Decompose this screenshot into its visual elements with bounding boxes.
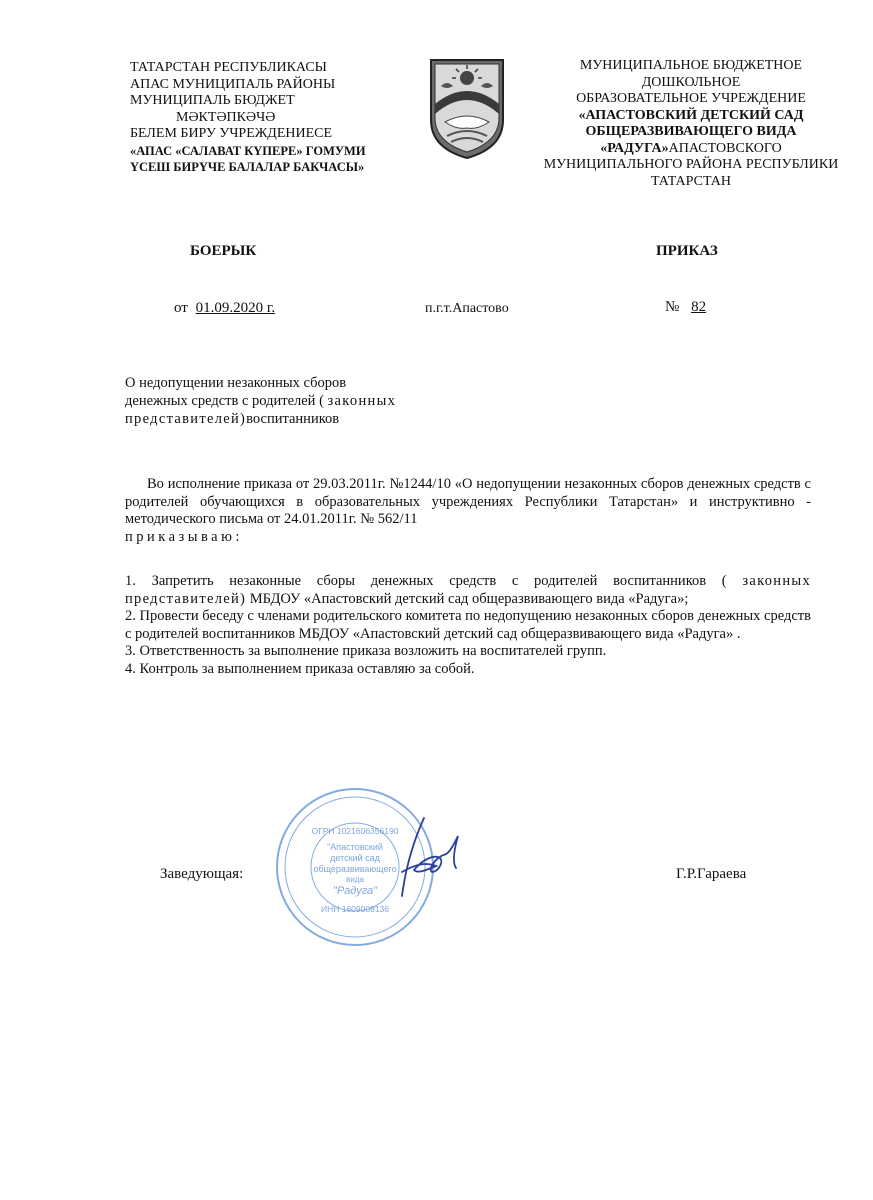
header-right-fragment: АПАСТОВСКОГО	[668, 140, 782, 156]
subject-spaced-fragment: представителей)	[125, 411, 247, 427]
number-value: 82	[691, 299, 707, 315]
item-fragment: 1. Запретить незаконные сборы денежных средств с родителей воспитанников (	[125, 573, 727, 589]
header-right-line: ОБРАЗОВАТЕЛЬНОЕ УЧРЕЖДЕНИЕ	[576, 91, 806, 106]
header-right-mixed-line	[532, 141, 850, 158]
decree-word: приказываю:	[125, 528, 243, 545]
header-left-line: БЕЛЕМ БИРУ УЧРЕЖДЕНИЕСЕ	[130, 126, 333, 141]
item-spaced-fragment: законных представителей)	[125, 573, 811, 607]
order-date	[174, 300, 275, 317]
header-right-bold-line: «АПАСТОВСКИЙ ДЕТСКИЙ САД	[578, 107, 804, 123]
signatory-name: Г.Р.Гараева	[676, 866, 747, 882]
header-left-line: ТАТАРСТАН РЕСПУБЛИКАСЫ	[130, 60, 327, 75]
date-prefix: от	[174, 300, 188, 316]
header-right-line: МУНИЦИПАЛЬНОЕ БЮДЖЕТНОЕ	[579, 58, 803, 73]
stamp-text: "Радуга"	[332, 885, 378, 897]
title-prikaz: ПРИКАЗ	[656, 243, 718, 259]
header-left-tatar	[130, 60, 380, 176]
subject-line	[125, 410, 485, 428]
order-place: п.г.т.Апастово	[425, 301, 509, 316]
number-prefix: №	[665, 299, 680, 315]
title-boeryk: БОЕРЫК	[190, 243, 257, 259]
header-left-bold-line: ҮСЕШ БИРҮЧЕ БАЛАЛАР БАКЧАСЫ»	[130, 160, 365, 174]
stamp-text: "Апастовский	[327, 842, 383, 852]
order-subject	[125, 374, 485, 428]
header-right-line: МУНИЦИПАЛЬНОГО РАЙОНА РЕСПУБЛИКИ	[543, 157, 839, 172]
stamp-text: общеразвивающего	[313, 864, 397, 874]
order-item-3: 3. Ответственность за выполнение приказа возложить на воспитателей групп.	[125, 643, 607, 659]
order-item-4: 4. Контроль за выполнением приказа оставляю за собой.	[125, 660, 475, 677]
order-item-1	[125, 573, 811, 608]
subject-fragment: денежных средств с родителей (	[125, 393, 324, 409]
handwritten-signature	[396, 810, 486, 900]
stamp-text: ИНН 1609008136	[320, 904, 390, 914]
subject-line	[125, 392, 485, 410]
item-fragment: МБДОУ «Апастовский детский сад общеразвивающего вида «Радуга»;	[246, 590, 689, 607]
signatory-title: Заведующая:	[160, 866, 244, 882]
subject-fragment: воспитанников	[246, 411, 340, 427]
header-right-russian	[532, 58, 850, 190]
order-number	[665, 299, 706, 316]
stamp-text: вида	[346, 875, 364, 884]
subject-line: О недопущении незаконных сборов	[125, 375, 347, 391]
order-items	[125, 573, 811, 678]
header-right-bold-fragment: «РАДУГА»	[600, 140, 669, 156]
header-left-line: МӘКТӘПКӘЧӘ	[176, 109, 276, 125]
subject-spaced-fragment: законных	[327, 393, 397, 409]
header-left-line: МУНИЦИПАЛЬ БЮДЖЕТ	[130, 93, 295, 108]
header-right-line: ДОШКОЛЬНОЕ	[641, 74, 741, 90]
header-left-line: АПАС МУНИЦИПАЛЬ РАЙОНЫ	[130, 76, 336, 92]
preamble-text: Во исполнение приказа от 29.03.2011г. №1244/10 «О недопущении незаконных сборов денежных средств с родителей обучающихся в образовательных учреждениях Республики Татарстан» и инструктивно - методического письма от 24.01.2011г. № 562/11	[125, 476, 811, 527]
stamp-text: ОГРН 1021606356190	[311, 826, 399, 836]
header-left-bold-line: «АПАС «САЛАВАТ КҮПЕРЕ» ГОМУМИ	[130, 143, 366, 158]
date-value: 01.09.2020 г.	[195, 300, 276, 316]
header-right-bold-line: ОБЩЕРАЗВИВАЮЩЕГО ВИДА	[585, 124, 797, 139]
order-preamble	[125, 476, 811, 546]
header-right-line: ТАТАРСТАН	[650, 173, 732, 189]
order-item-2: 2. Провести беседу с членами родительского комитета по недопущению незаконных сборов денежных средств с родителей воспитанников МБДОУ «Апастовский детский сад общеразвивающего вида «Радуга» .	[125, 608, 811, 642]
coat-of-arms-emblem	[425, 56, 509, 160]
stamp-text: детский сад	[330, 853, 380, 863]
